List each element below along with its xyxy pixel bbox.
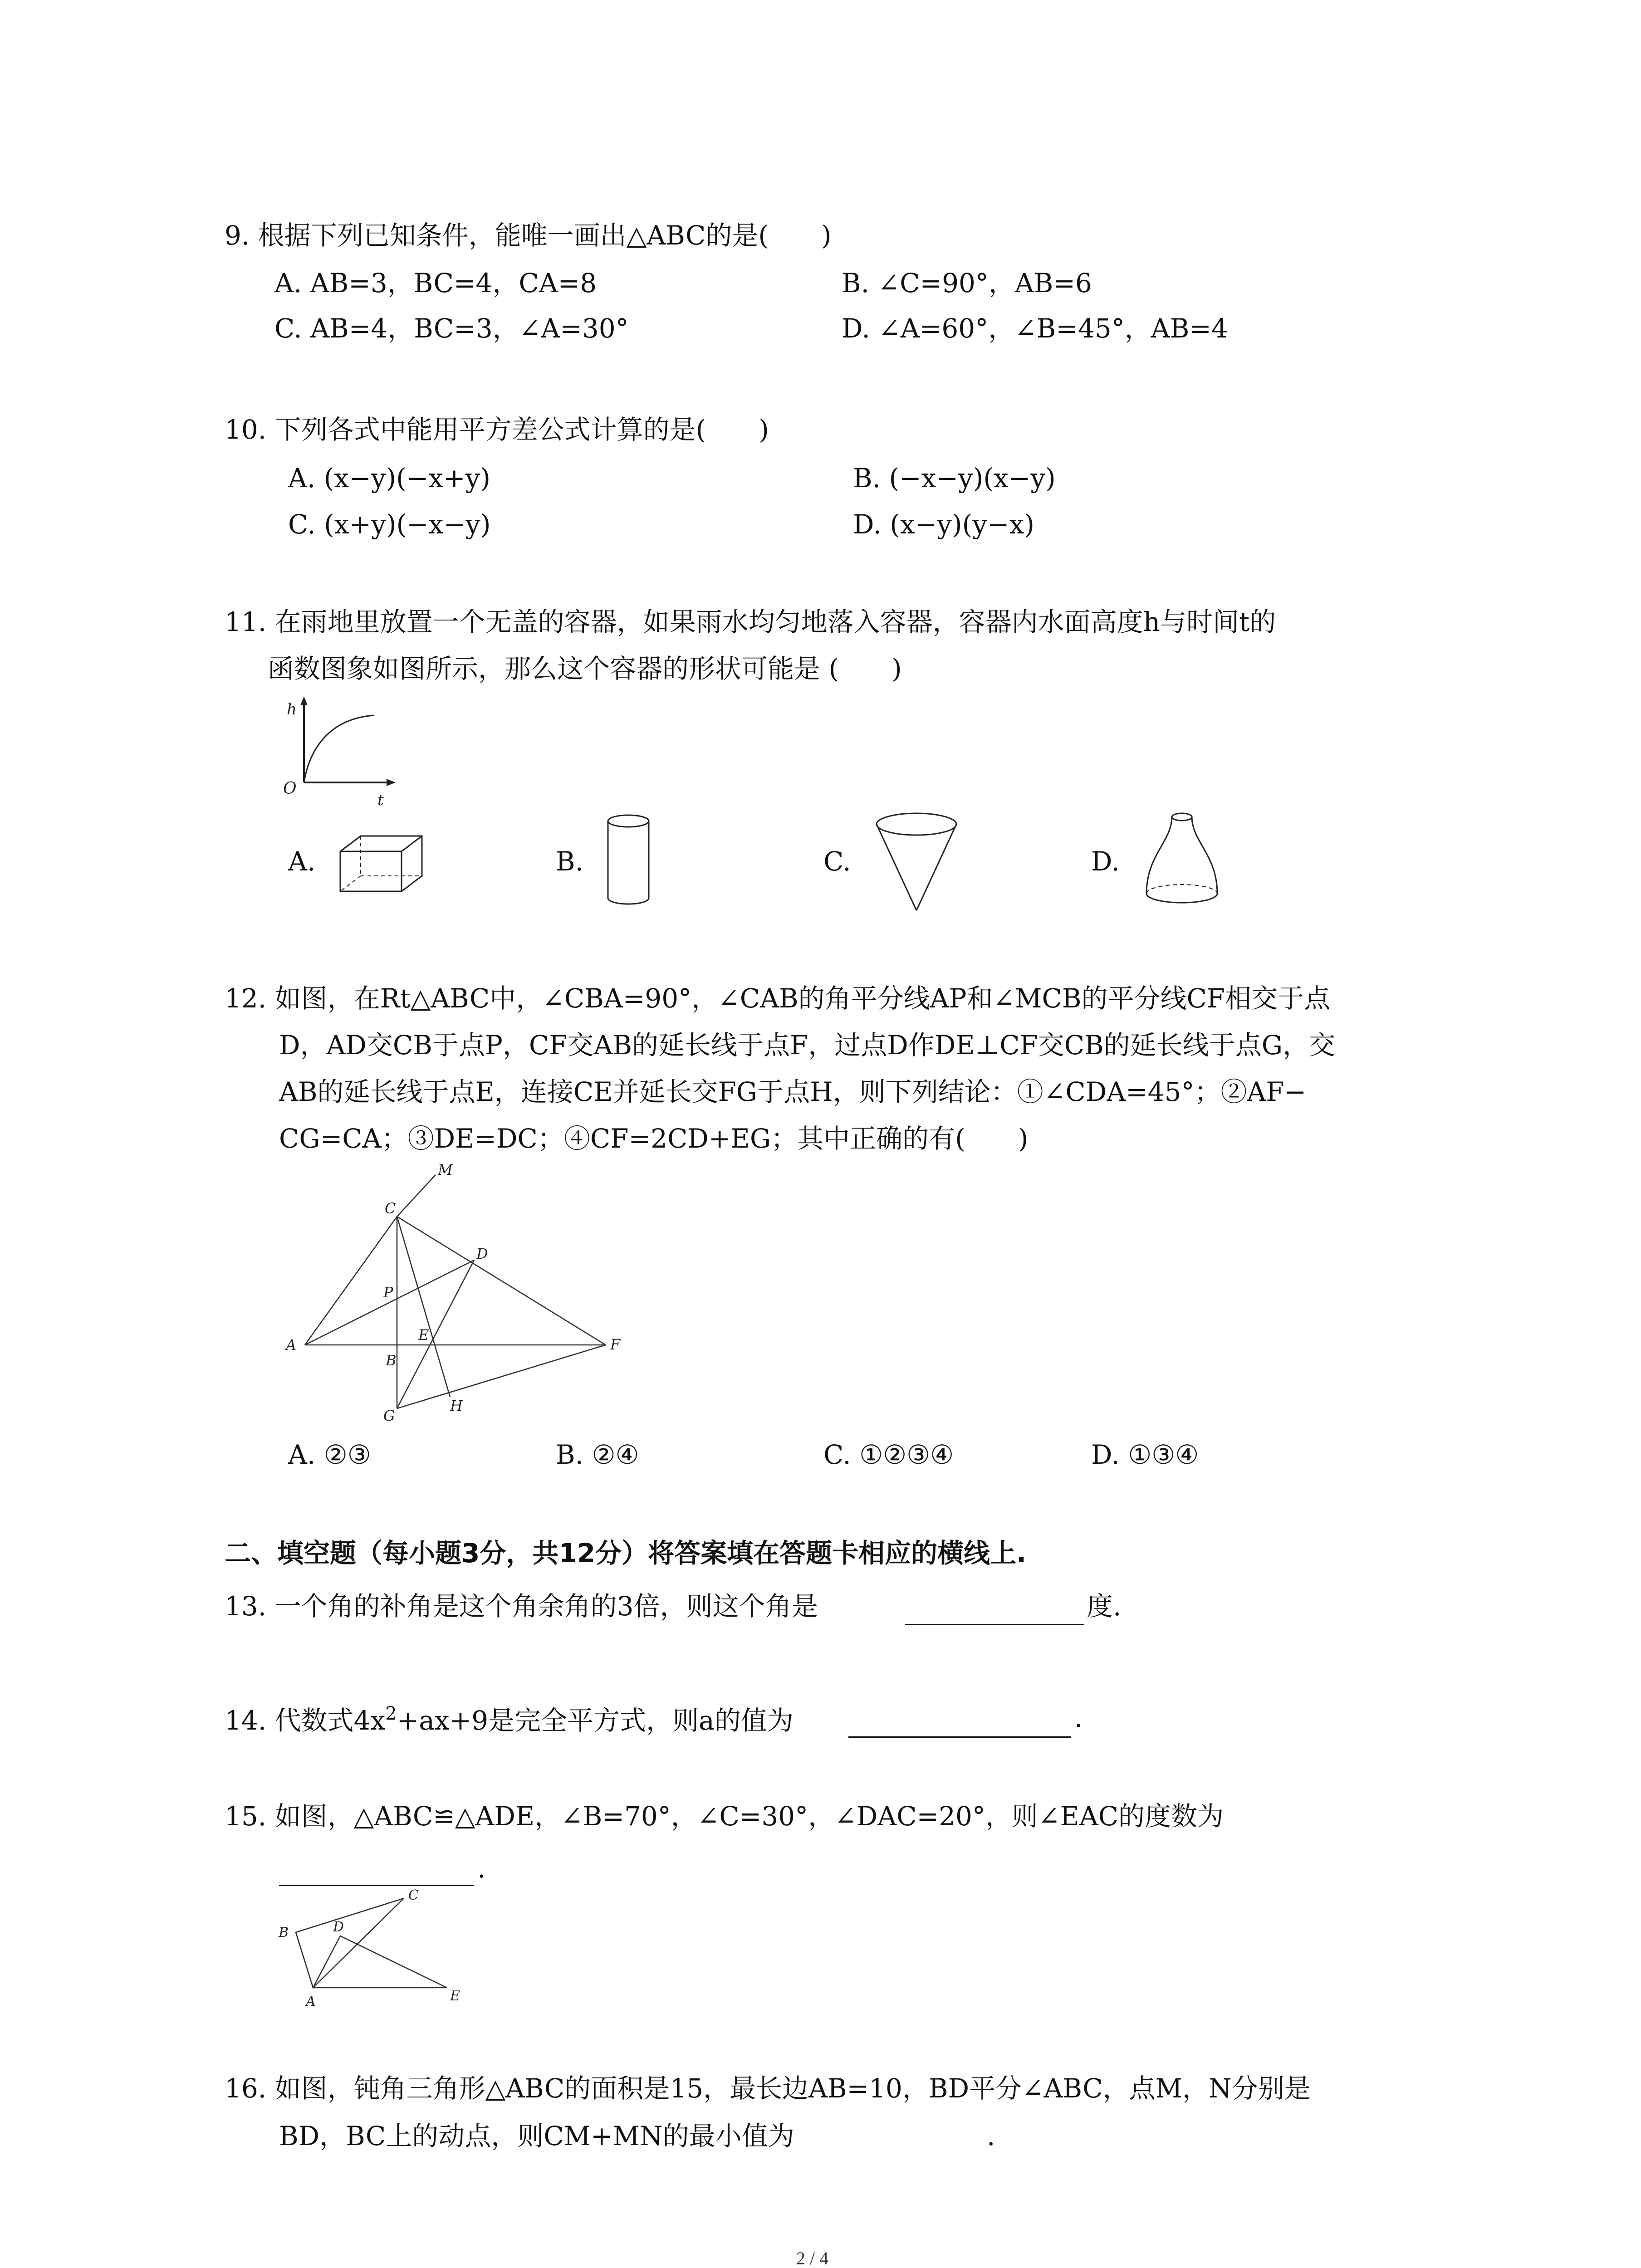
q11-graph-y-label: h xyxy=(287,700,297,719)
q12-line2: D，AD交CB于点P，CF交AB的延长线于点F，过点D作DE⊥CF交CB的延长线于点G，交 xyxy=(279,1030,1336,1061)
q13-text-end: 度. xyxy=(1087,1591,1122,1622)
q11-option-c-label: C. xyxy=(823,846,851,877)
q13-text: 13. 一个角的补角是这个角余角的3倍，则这个角是 xyxy=(225,1591,818,1622)
q15-label-E: E xyxy=(450,1988,460,2004)
q15-label-C: C xyxy=(408,1887,419,1903)
cylinder-icon xyxy=(603,812,653,912)
q12-label-D: D xyxy=(476,1245,488,1262)
q11-graph-x-label: t xyxy=(377,791,384,809)
q12-label-M: M xyxy=(438,1161,453,1178)
q15-label-A: A xyxy=(306,1994,316,2009)
q11-option-b-label: B. xyxy=(556,846,584,877)
q12-line3: AB的延长线于点E，连接CE并延长交FG于点H，则下列结论：①∠CDA=45°；②AF− xyxy=(279,1076,1307,1107)
q12-label-B: B xyxy=(386,1352,397,1369)
q15-label-D: D xyxy=(333,1919,344,1935)
q14-exponent: 2 xyxy=(385,1703,397,1724)
q15-stem: 15. 如图，△ABC≌△ADE，∠B=70°，∠C=30°，∠DAC=20°，则∠EAC的度数为 xyxy=(225,1801,1224,1832)
q12-label-P: P xyxy=(383,1284,393,1301)
q10-option-a: A. (x−y)(−x+y) xyxy=(288,463,491,494)
q15-answer-blank[interactable] xyxy=(279,1885,474,1886)
page-number: 2 / 4 xyxy=(796,2248,829,2268)
q12-label-H: H xyxy=(450,1397,463,1414)
q11-function-graph xyxy=(277,692,404,807)
q11-stem-line1: 11. 在雨地里放置一个无盖的容器，如果雨水均匀地落入容器，容器内水面高度h与时间t的 xyxy=(225,606,1276,637)
q9-option-d: D. ∠A=60°，∠B=45°，AB=4 xyxy=(842,313,1228,344)
q16-line2: BD，BC上的动点，则CM+MN的最小值为 xyxy=(279,2121,794,2151)
q12-line1: 12. 如图，在Rt△ABC中，∠CBA=90°，∠CAB的角平分线AP和∠MCB的平分线CF相交于点 xyxy=(225,983,1331,1014)
q12-line4: CG=CA；③DE=DC；④CF=2CD+EG；其中正确的有( ) xyxy=(279,1123,1029,1154)
q12-geometry-figure xyxy=(272,1161,626,1433)
q14-text-start: 14. 代数式4x xyxy=(225,1705,386,1736)
q12-option-c: C. ①②③④ xyxy=(823,1439,954,1470)
q9-option-a: A. AB=3，BC=4，CA=8 xyxy=(274,268,597,298)
q14-text-middle: +ax+9是完全平方式，则a的值为 xyxy=(397,1705,794,1736)
q12-option-d: D. ①③④ xyxy=(1091,1439,1199,1470)
q12-label-C: C xyxy=(385,1200,396,1217)
q15-text-end: . xyxy=(477,1853,486,1884)
q10-option-c: C. (x+y)(−x−y) xyxy=(288,509,491,540)
q14-answer-blank[interactable] xyxy=(848,1736,1071,1738)
q11-option-a-label: A. xyxy=(288,846,316,877)
q16-line1: 16. 如图，钝角三角形△ABC的面积是15，最长边AB=10，BD平分∠ABC，点M，N分别是 xyxy=(225,2073,1311,2104)
q11-graph-origin-label: O xyxy=(283,779,297,798)
q12-label-E: E xyxy=(418,1326,429,1344)
q15-triangles-figure xyxy=(272,1887,481,2014)
q10-option-b: B. (−x−y)(x−y) xyxy=(853,463,1056,494)
cuboid-icon xyxy=(338,832,429,896)
q9-option-c: C. AB=4，BC=3，∠A=30° xyxy=(274,313,629,344)
q14-text xyxy=(225,1705,794,1734)
q16-text-end: . xyxy=(987,2121,995,2151)
q13-answer-blank[interactable] xyxy=(905,1624,1084,1625)
q9-stem: 9. 根据下列已知条件，能唯一画出△ABC的是( ) xyxy=(225,220,832,251)
q14-text-end: . xyxy=(1074,1702,1083,1733)
q11-option-d-label: D. xyxy=(1091,846,1120,877)
q12-option-b: B. ②④ xyxy=(556,1439,639,1470)
q12-option-a: A. ②③ xyxy=(288,1439,371,1470)
section-2-heading: 二、填空题（每小题3分，共12分）将答案填在答题卡相应的横线上. xyxy=(225,1538,1027,1569)
q15-label-B: B xyxy=(279,1925,289,1941)
bottle-icon xyxy=(1141,810,1223,914)
q12-label-G: G xyxy=(383,1407,395,1424)
q10-option-d: D. (x−y)(y−x) xyxy=(853,509,1034,540)
q9-option-b: B. ∠C=90°，AB=6 xyxy=(842,268,1092,298)
inverted-cone-icon xyxy=(873,810,960,914)
q12-label-F: F xyxy=(610,1336,621,1353)
q12-label-A: A xyxy=(286,1336,297,1354)
q10-stem: 10. 下列各式中能用平方差公式计算的是( ) xyxy=(225,414,769,445)
q11-stem-line2: 函数图象如图所示，那么这个容器的形状可能是 ( ) xyxy=(268,653,902,684)
